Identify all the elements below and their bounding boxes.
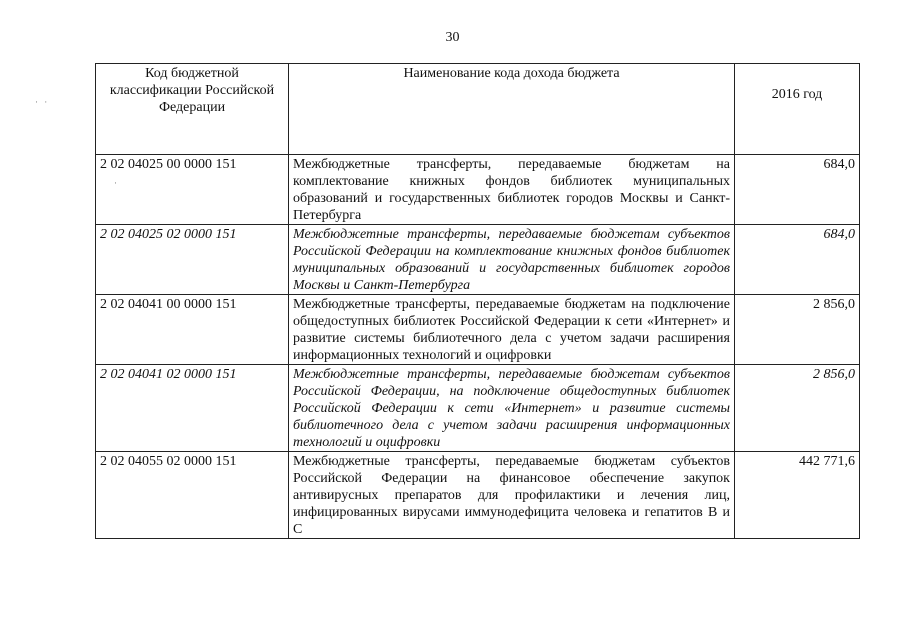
header-name: Наименование кода дохода бюджета: [289, 64, 735, 155]
row-name: Межбюджетные трансферты, передаваемые бюджетам субъектов Российской Федерации на финансовое обеспечение закупок антивирусных препаратов для профилактики и лечения лиц, инфицированных вирусами иммунодефицита человека и гепатитов В и С: [289, 452, 735, 539]
row-name: Межбюджетные трансферты, передаваемые бюджетам субъектов Российской Федерации, на подключение общедоступных библиотек Российской Федерации к сети «Интернет» и развитие системы библиотечного дела с учетом задачи расширения информационных технологий и оцифровки: [289, 365, 735, 452]
scan-mark: · ·: [35, 97, 50, 107]
table-row: [96, 452, 860, 539]
row-code: 2 02 04055 02 0000 151: [96, 452, 289, 539]
header-code: Код бюджетной классификации Российской Федерации: [96, 64, 289, 155]
row-name: Межбюджетные трансферты, передаваемые бюджетам на подключение общедоступных библиотек Российской Федерации к сети «Интернет» и развитие системы библиотечного дела с учетом задачи расширения информационных технологий и оцифровки: [289, 295, 735, 365]
table-row: [96, 155, 860, 225]
row-amount: 684,0: [735, 155, 860, 225]
page-number: 30: [445, 30, 460, 45]
row-code: 2 02 04025 02 0000 151: [96, 225, 289, 295]
scan-mark: ·: [114, 178, 119, 188]
table-header-row: [96, 64, 860, 155]
row-amount: 442 771,6: [735, 452, 860, 539]
row-code: 2 02 04025 00 0000 151: [96, 155, 289, 225]
table-row: [96, 225, 860, 295]
row-name: Межбюджетные трансферты, передаваемые бюджетам на комплектование книжных фондов библиотек муниципальных образований и государственных библиотек городов Москвы и Санкт-Петербурга: [289, 155, 735, 225]
table-row: [96, 365, 860, 452]
row-name: Межбюджетные трансферты, передаваемые бюджетам субъектов Российской Федерации на комплектование книжных фондов библиотек муниципальных образований и государственных библиотек городов Москвы и Санкт-Петербурга: [289, 225, 735, 295]
row-amount: 2 856,0: [735, 365, 860, 452]
row-amount: 684,0: [735, 225, 860, 295]
header-amount: 2016 год: [735, 64, 860, 155]
row-code: 2 02 04041 02 0000 151: [96, 365, 289, 452]
table-row: [96, 295, 860, 365]
budget-income-table: [95, 63, 860, 539]
row-amount: 2 856,0: [735, 295, 860, 365]
row-code: 2 02 04041 00 0000 151: [96, 295, 289, 365]
